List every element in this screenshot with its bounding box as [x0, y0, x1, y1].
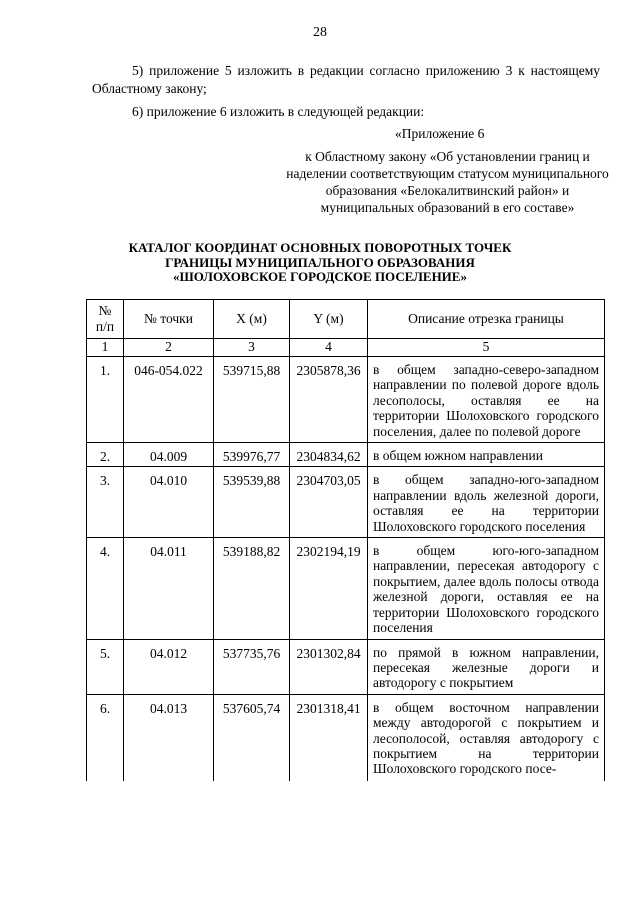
point-number: 04.012 — [124, 639, 214, 694]
coordinate-x: 539715,88 — [214, 357, 290, 443]
table-row — [87, 538, 605, 639]
paragraph-item-5: 5) приложение 5 изложить в редакции согласно приложению 3 к настоящему Областному закону; — [92, 63, 600, 96]
column-number: 2 — [124, 339, 214, 357]
header-x: X (м) — [214, 300, 290, 339]
table-row — [87, 694, 605, 781]
segment-description: в общем южном направлении — [368, 443, 605, 467]
header-point-number: № точки — [124, 300, 214, 339]
row-number: 2. — [87, 443, 124, 467]
page-number: 28 — [313, 25, 327, 40]
segment-description: в общем западно-юго-западном направлении вдоль железной дороги, оставляя ее на территории Шолоховского городского поселения — [368, 467, 605, 538]
coordinate-y: 2301318,41 — [290, 694, 368, 781]
catalog-title-line-1: КАТАЛОГ КООРДИНАТ ОСНОВНЫХ ПОВОРОТНЫХ ТОЧЕК — [128, 240, 512, 255]
table-row — [87, 443, 605, 467]
segment-description: в общем западно-северо-западном направлении по полевой дороге вдоль лесополосы, оставляя ее на территории Шолоховского городского поселения, далее по полевой дороге — [368, 357, 605, 443]
row-number: 4. — [87, 538, 124, 639]
coordinate-x: 539188,82 — [214, 538, 290, 639]
coordinate-y: 2304834,62 — [290, 443, 368, 467]
point-number: 04.011 — [124, 538, 214, 639]
coordinate-y: 2305878,36 — [290, 357, 368, 443]
header-description: Описание отрезка границы — [368, 300, 605, 339]
paragraph-item-6: 6) приложение 6 изложить в следующей редакции: — [132, 104, 425, 119]
catalog-title-line-2: ГРАНИЦЫ МУНИЦИПАЛЬНОГО ОБРАЗОВАНИЯ — [165, 254, 475, 270]
point-number: 04.009 — [124, 443, 214, 467]
segment-description: в общем восточном направлении между автодорогой с покрытием и лесополосой, оставляя автодорогу с покрытием на территории Шолоховского городского посе- — [373, 699, 599, 777]
segment-description-cell — [368, 694, 605, 781]
appendix-reference: к Областному закону «Об установлении границ и наделении соответствующим статусом муниципального образования «Белокалитвинский район» и муниципальных образований в его составе» — [286, 149, 609, 215]
coordinate-x: 539976,77 — [214, 443, 290, 467]
column-number: 3 — [214, 339, 290, 357]
point-number: 04.013 — [124, 694, 214, 781]
table-row — [87, 639, 605, 694]
column-number-row — [87, 339, 605, 357]
row-number: 1. — [87, 357, 124, 443]
coordinate-y: 2302194,19 — [290, 538, 368, 639]
row-number: 3. — [87, 467, 124, 538]
table-header-row — [87, 300, 605, 339]
segment-description: в общем юго-юго-западном направлении, пересекая автодорогу с покрытием, далее вдоль полосы отвода железной дороги, оставляя ее на территории Шолоховского городского поселения — [368, 538, 605, 639]
coordinate-x: 537735,76 — [214, 639, 290, 694]
coordinate-x: 537605,74 — [214, 694, 290, 781]
catalog-title — [100, 241, 540, 285]
coordinate-y: 2301302,84 — [290, 639, 368, 694]
appendix-title: «Приложение 6 — [395, 126, 485, 141]
point-number: 04.010 — [124, 467, 214, 538]
row-number: 5. — [87, 639, 124, 694]
table-row — [87, 357, 605, 443]
column-number: 5 — [368, 339, 605, 357]
header-y: Y (м) — [290, 300, 368, 339]
column-number: 4 — [290, 339, 368, 357]
segment-description: по прямой в южном направлении, пересекая железные дороги и автодорогу с покрытием — [368, 639, 605, 694]
coordinate-y: 2304703,05 — [290, 467, 368, 538]
point-number: 046-054.022 — [124, 357, 214, 443]
table-row — [87, 467, 605, 538]
row-number: 6. — [87, 694, 124, 781]
catalog-title-line-3: «ШОЛОХОВСКОЕ ГОРОДСКОЕ ПОСЕЛЕНИЕ» — [173, 269, 467, 284]
header-row-number: № п/п — [87, 300, 124, 339]
column-number: 1 — [87, 339, 124, 357]
coordinate-x: 539539,88 — [214, 467, 290, 538]
coordinates-table — [86, 299, 605, 781]
